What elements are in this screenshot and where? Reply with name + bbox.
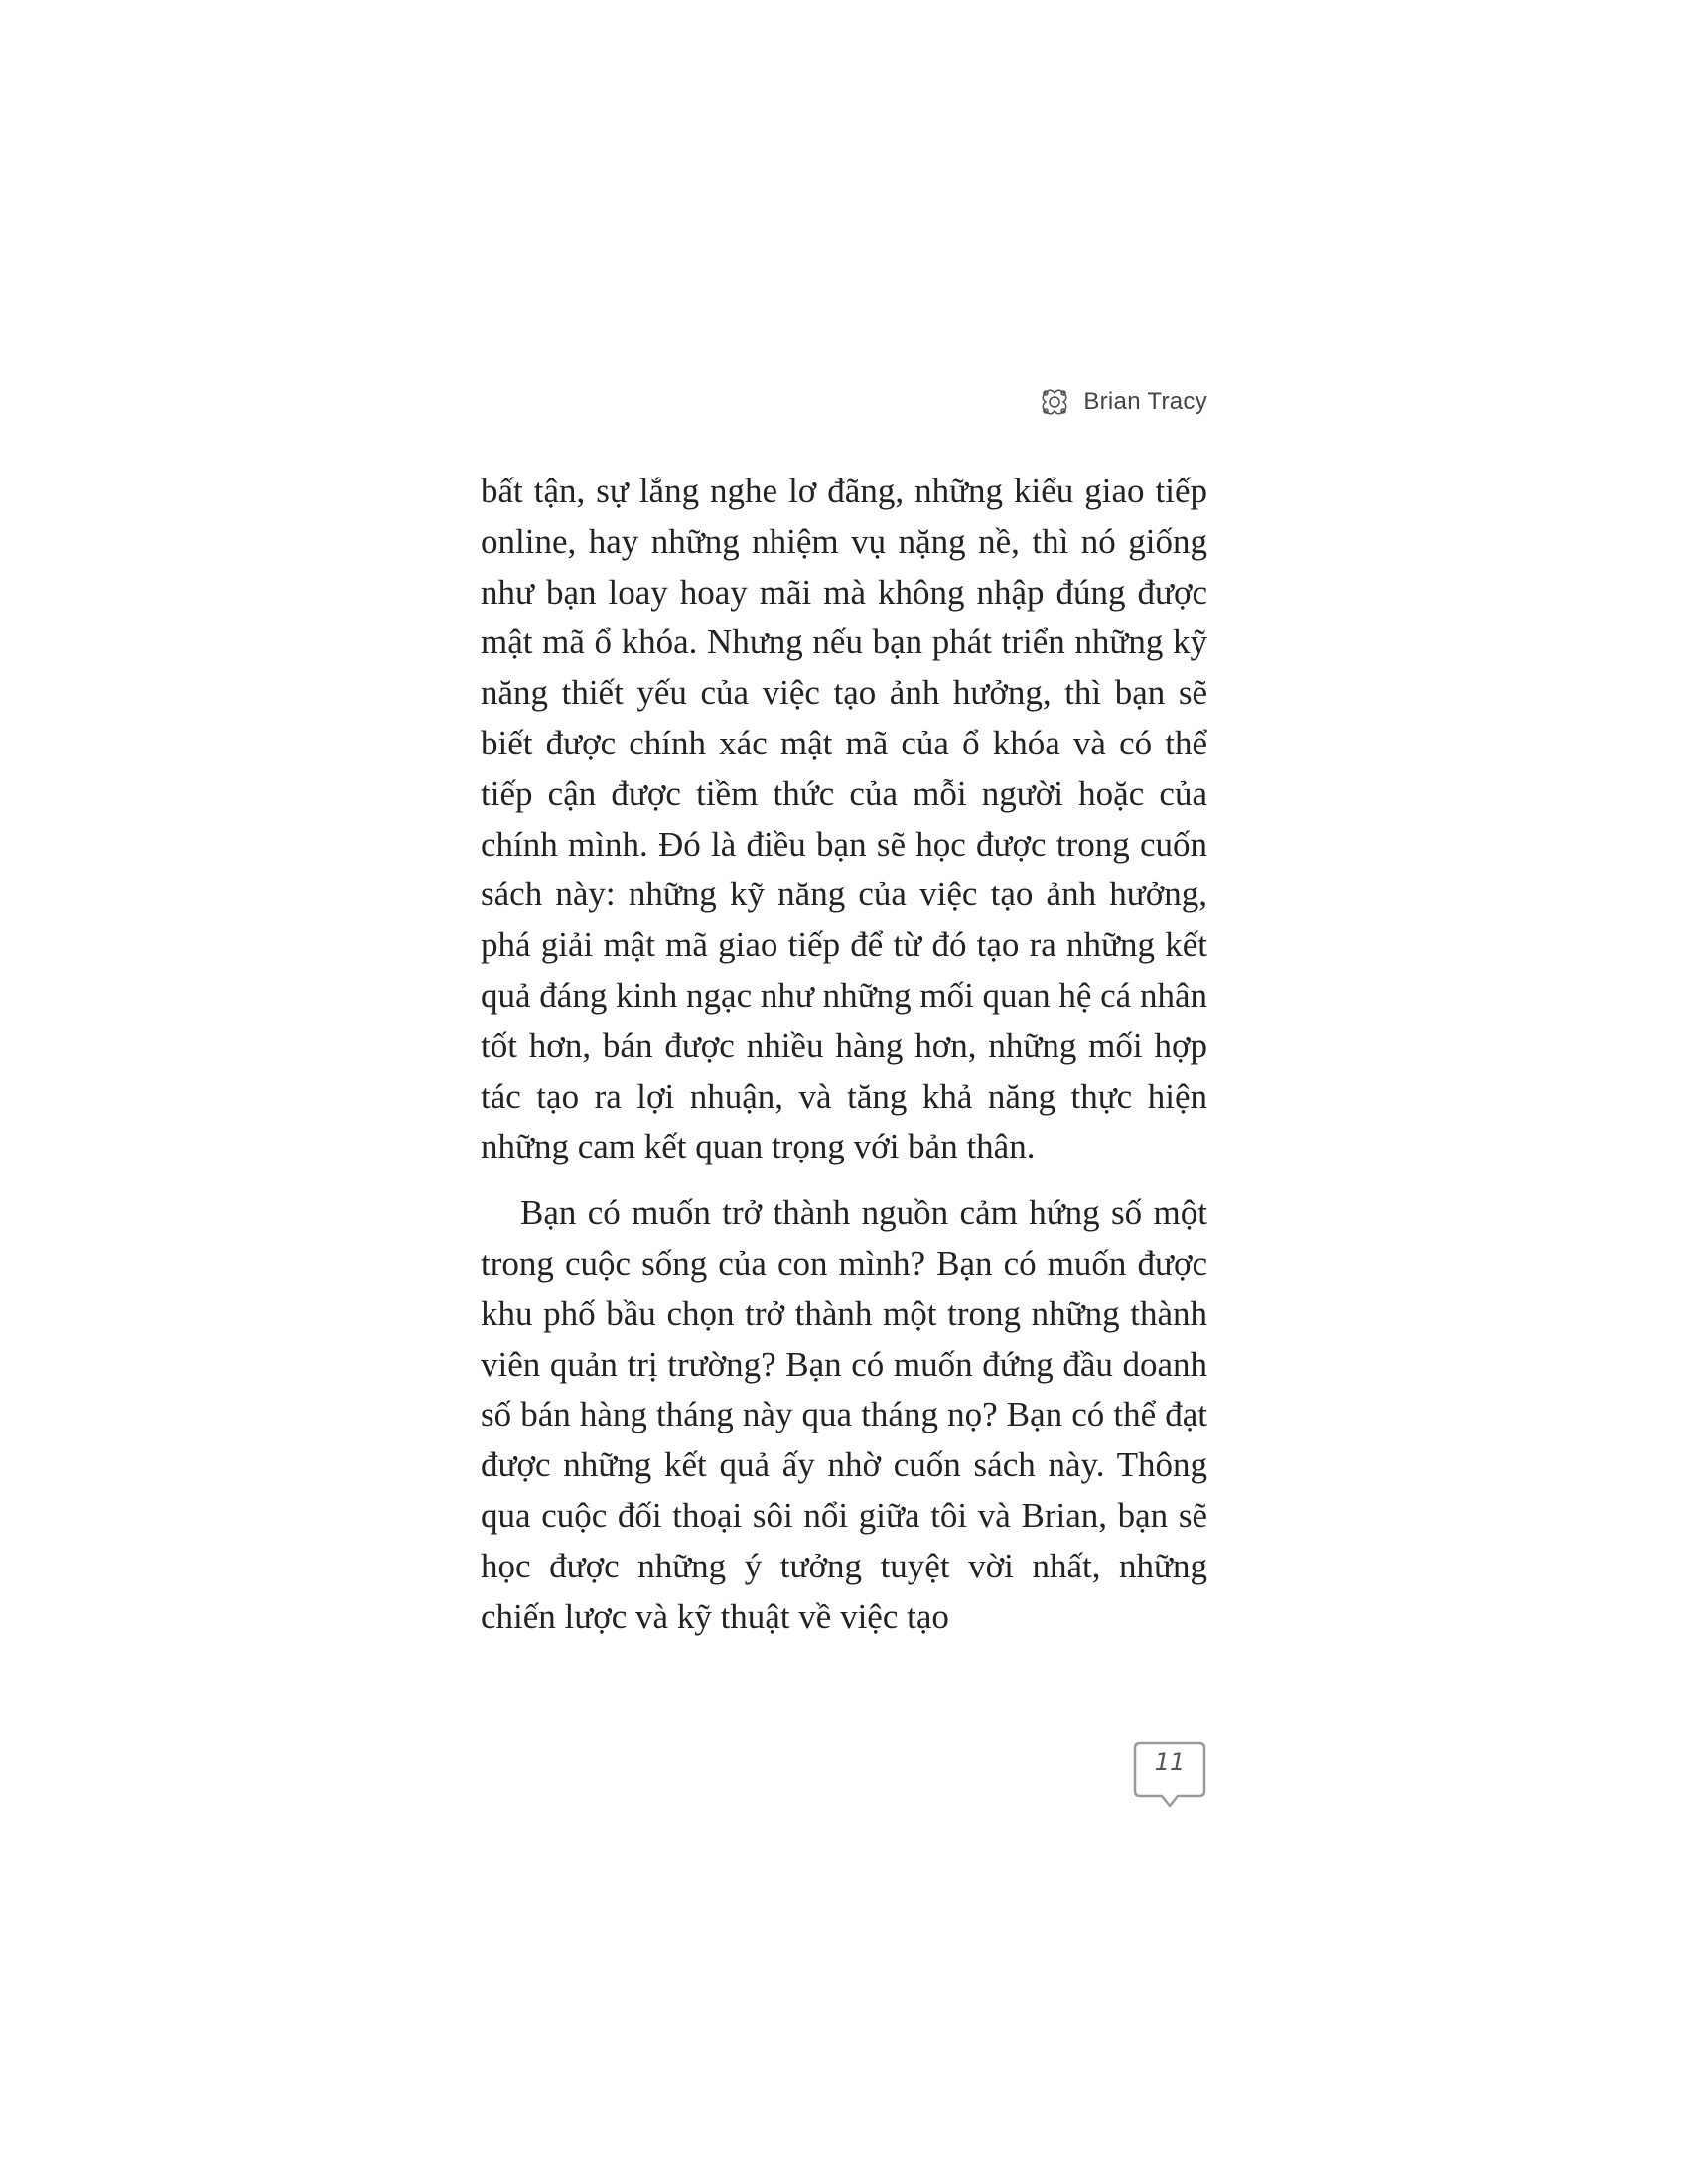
body-paragraph-2: Bạn có muốn trở thành nguồn cảm hứng số một trong cuộc sống của con mình? Bạn có muốn được khu phố bầu chọn trở thành một trong những thành viên quản trị trường? Bạn có muốn đứng đầu doanh số bán hàng tháng này qua tháng nọ? Bạn có thể đạt được những kết quả ấy nhờ cuốn sách này. Thông qua cuộc đối thoại sôi nổi giữa tôi và Brian, bạn sẽ học được những ý tưởng tuyệt vời nhất, những chiến lược và kỹ thuật về việc tạo xyxy=(481,1193,1207,1636)
body-text xyxy=(481,467,1207,1642)
knot-ornament-icon xyxy=(1038,385,1071,419)
running-header xyxy=(1038,385,1207,419)
page-number-badge xyxy=(1132,1740,1207,1814)
page-number: 11 xyxy=(1154,1748,1186,1776)
body-paragraph-1: bất tận, sự lắng nghe lơ đãng, những kiểu giao tiếp online, hay những nhiệm vụ nặng nề, thì nó giống như bạn loay hoay mãi mà không nhập đúng được mật mã ổ khóa. Nhưng nếu bạn phát triển những kỹ năng thiết yếu của việc tạo ảnh hưởng, thì bạn sẽ biết được chính xác mật mã của ổ khóa và có thể tiếp cận được tiềm thức của mỗi người hoặc của chính mình. Đó là điều bạn sẽ học được trong cuốn sách này: những kỹ năng của việc tạo ảnh hưởng, phá giải mật mã giao tiếp để từ đó tạo ra những kết quả đáng kinh ngạc như những mối quan hệ cá nhân tốt hơn, bán được nhiều hàng hơn, những mối hợp tác tạo ra lợi nhuận, và tăng khả năng thực hiện những cam kết quan trọng với bản thân. xyxy=(481,472,1207,1166)
running-header-author: Brian Tracy xyxy=(1083,388,1207,415)
